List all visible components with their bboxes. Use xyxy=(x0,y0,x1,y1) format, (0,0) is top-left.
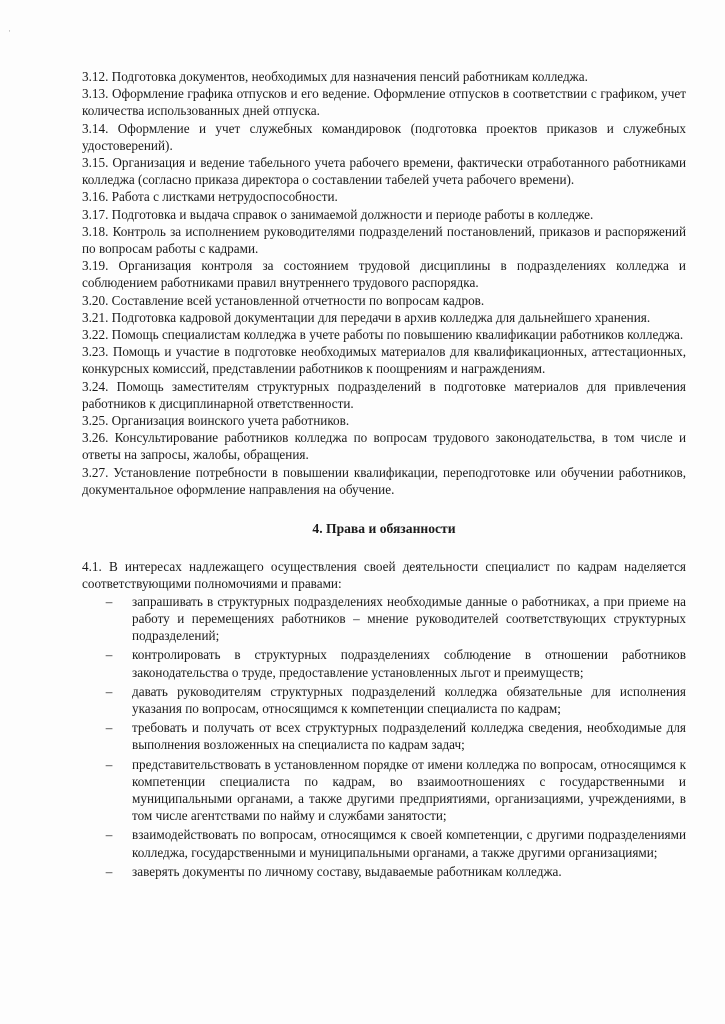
item-3-15: 3.15. Организация и ведение табельного учета рабочего времени, фактически отработанного работниками колледжа (согласно приказа директора о составлении табелей учета рабочего времени). xyxy=(82,155,686,188)
rights-list xyxy=(82,593,686,880)
item-3-20: 3.20. Составление всей установленной отчетности по вопросам кадров. xyxy=(82,292,485,308)
item-3-24: 3.24. Помощь заместителям структурных подразделений в подготовке материалов для привлечения работников к дисциплинарной ответственности. xyxy=(82,378,686,411)
item-3-16: 3.16. Работа с листками нетрудоспособности. xyxy=(82,189,338,205)
list-item-text: представительствовать в установленном порядке от имени колледжа по вопросам, относящимся к компетенции специалиста по кадрам, во взаимоотношениях с государственными и муниципальными органами, а также другими предприятиями, организациями, учреждениями, в том числе агентствами по найму и службами занятости; xyxy=(132,756,686,824)
item-3-26: 3.26. Консультирование работников колледжа по вопросам трудового законодательства, в том числе и ответы на запросы, жалобы, обращения. xyxy=(82,430,686,463)
list-item-text: требовать и получать от всех структурных подразделений колледжа сведения, необходимые для выполнения возложенных на специалиста по кадрам задач; xyxy=(132,720,686,753)
list-item-text: запрашивать в структурных подразделениях необходимые данные о работниках, а при приеме на работу и перемещениях работников – мнение руководителей соответствующих структурных подразделений; xyxy=(132,593,686,644)
item-3-13: 3.13. Оформление графика отпусков и его ведение. Оформление отпусков в соответствии с графиком, учет количества использованных дней отпуска. xyxy=(82,86,686,119)
section-heading: 4. Права и обязанности xyxy=(312,521,456,537)
list-item xyxy=(102,756,686,825)
dash-bullet: – xyxy=(105,683,113,699)
item-3-17: 3.17. Подготовка и выдача справок о занимаемой должности и периоде работы в колледже. xyxy=(82,206,594,222)
item-3-19: 3.19. Организация контроля за состоянием трудовой дисциплины в подразделениях колледжа и соблюдением работниками правил внутреннего трудового распорядка. xyxy=(82,258,686,291)
list-item xyxy=(102,719,686,753)
dash-bullet: – xyxy=(105,720,113,736)
list-item xyxy=(102,593,686,645)
item-3-18: 3.18. Контроль за исполнением руководителями подразделений постановлений, приказов и распоряжений по вопросам работы с кадрами. xyxy=(82,223,686,257)
dash-bullet: – xyxy=(105,593,113,609)
list-item xyxy=(102,863,686,880)
dash-bullet: – xyxy=(105,827,113,843)
dash-bullet: – xyxy=(105,647,113,663)
item-3-27: 3.27. Установление потребности в повышении квалификации, переподготовке или обучении работников, документальное оформление направления на обучение. xyxy=(82,464,686,497)
list-item-text: контролировать в структурных подразделениях соблюдение в отношении работников законодательства о труде, предоставление установленных льгот и преимуществ; xyxy=(132,647,686,680)
item-3-25: 3.25. Организация воинского учета работников. xyxy=(82,413,350,429)
scan-artifact: · xyxy=(8,26,11,36)
item-3-21: 3.21. Подготовка кадровой документации для передачи в архив колледжа для дальнейшего хранения. xyxy=(82,309,651,325)
item-3-12: 3.12. Подготовка документов, необходимых для назначения пенсий работникам колледжа. xyxy=(82,69,588,84)
dash-bullet: – xyxy=(105,756,113,772)
document-body xyxy=(82,68,686,882)
item-3-22: 3.22. Помощь специалистам колледжа в учете работы по повышению квалификации работников колледжа. xyxy=(82,327,684,343)
list-item xyxy=(102,826,686,860)
list-item xyxy=(102,646,686,680)
list-item xyxy=(102,683,686,717)
item-3-23: 3.23. Помощь и участие в подготовке необходимых материалов для квалификационных, аттестационных, конкурсных комиссий, представлении работников к поощрениям и награждениям. xyxy=(82,344,686,377)
item-3-14: 3.14. Оформление и учет служебных командировок (подготовка проектов приказов и служебных удостоверений). xyxy=(82,120,686,153)
list-item-text: заверять документы по личному составу, выдаваемые работникам колледжа. xyxy=(132,863,562,879)
list-item-text: взаимодействовать по вопросам, относящимся к своей компетенции, с другими подразделениями колледжа, государственными и муниципальными органами, а также другими организациями; xyxy=(132,827,686,860)
item-4-1: 4.1. В интересах надлежащего осуществления своей деятельности специалист по кадрам наделяется соответствующими полномочиями и правами: xyxy=(82,559,686,592)
list-item-text: давать руководителям структурных подразделений колледжа обязательные для исполнения указания по вопросам, относящимся к компетенции специалиста по кадрам; xyxy=(132,683,686,716)
dash-bullet: – xyxy=(105,863,113,879)
